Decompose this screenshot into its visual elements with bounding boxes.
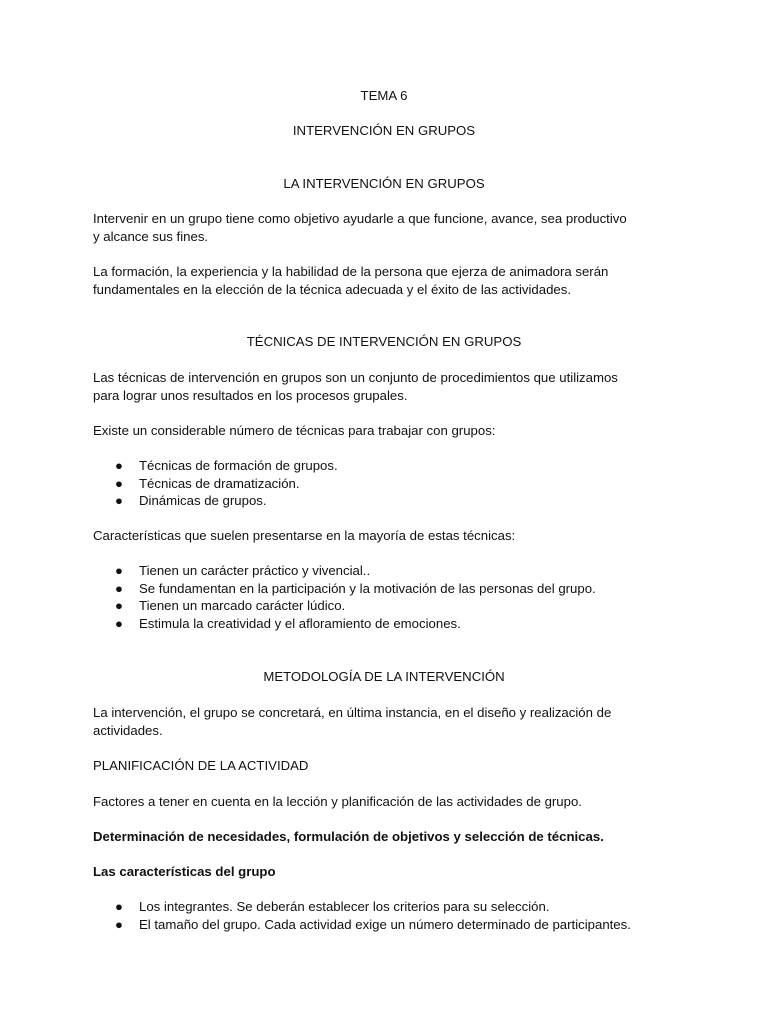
list-item-text: Tienen un carácter práctico y vivencial.. <box>139 563 371 578</box>
paragraph: Características que suelen presentarse en la mayoría de estas técnicas: <box>93 528 516 543</box>
section-heading: METODOLOGÍA DE LA INTERVENCIÓN <box>263 669 505 684</box>
list-item-text: Técnicas de dramatización. <box>139 475 300 491</box>
bullet-icon: ● <box>115 563 123 578</box>
paragraph: Existe un considerable número de técnicas para trabajar con grupos: <box>93 423 496 438</box>
bullet-icon: ● <box>115 899 123 914</box>
subheading: PLANIFICACIÓN DE LA ACTIVIDAD <box>93 758 309 773</box>
paragraph: Factores a tener en cuenta en la lección y planificación de las actividades de grupo. <box>93 794 582 809</box>
list-item <box>93 615 596 633</box>
bullet-icon: ● <box>115 475 123 491</box>
list-item-text: Técnicas de formación de grupos. <box>139 458 338 473</box>
paragraph-line: y alcance sus fines. <box>93 229 209 244</box>
bold-paragraph: Las características del grupo <box>93 864 276 879</box>
paragraph-line: Intervenir en un grupo tiene como objetivo ayudarle a que funcione, avance, sea productivo <box>93 211 627 226</box>
paragraph-line: Las técnicas de intervención en grupos son un conjunto de procedimientos que utilizamos <box>93 370 618 385</box>
list-item-text: Estimula la creatividad y el afloramiento de emociones. <box>139 615 461 631</box>
bold-paragraph: Determinación de necesidades, formulación de objetivos y selección de técnicas. <box>93 829 604 844</box>
bullet-icon: ● <box>115 458 123 473</box>
bullet-list <box>93 898 631 933</box>
list-item <box>93 916 631 934</box>
paragraph-line: para lograr unos resultados en los procesos grupales. <box>93 388 408 403</box>
list-item <box>93 597 596 615</box>
paragraph-line: La intervención, el grupo se concretará, en última instancia, en el diseño y realización de <box>93 705 612 720</box>
bullet-list <box>93 457 338 510</box>
list-item-text: Dinámicas de grupos. <box>139 493 267 509</box>
list-item-text: Se fundamentan en la participación y la motivación de las personas del grupo. <box>139 580 596 596</box>
list-item <box>93 580 596 598</box>
bullet-icon: ● <box>115 580 123 596</box>
list-item <box>93 475 338 493</box>
paragraph-line: La formación, la experiencia y la habilidad de la persona que ejerza de animadora serán <box>93 264 609 279</box>
bullet-list <box>93 562 596 632</box>
list-item <box>93 457 338 475</box>
tema-label: TEMA 6 <box>360 88 408 103</box>
list-item-text: Tienen un marcado carácter lúdico. <box>139 598 346 614</box>
bullet-icon: ● <box>115 916 123 932</box>
section-heading: TÉCNICAS DE INTERVENCIÓN EN GRUPOS <box>246 334 522 349</box>
section-heading: LA INTERVENCIÓN EN GRUPOS <box>283 176 485 191</box>
bullet-icon: ● <box>115 598 123 614</box>
list-item-text: Los integrantes. Se deberán establecer los criterios para su selección. <box>139 899 550 914</box>
list-item-text: El tamaño del grupo. Cada actividad exige un número determinado de participantes. <box>139 916 631 932</box>
bullet-icon: ● <box>115 493 123 509</box>
bullet-icon: ● <box>115 615 123 631</box>
paragraph-line: actividades. <box>93 723 163 738</box>
list-item <box>93 492 338 510</box>
list-item <box>93 898 631 916</box>
paragraph-line: fundamentales en la elección de la técnica adecuada y el éxito de las actividades. <box>93 282 571 297</box>
list-item <box>93 562 596 580</box>
document-title: INTERVENCIÓN EN GRUPOS <box>292 123 476 138</box>
